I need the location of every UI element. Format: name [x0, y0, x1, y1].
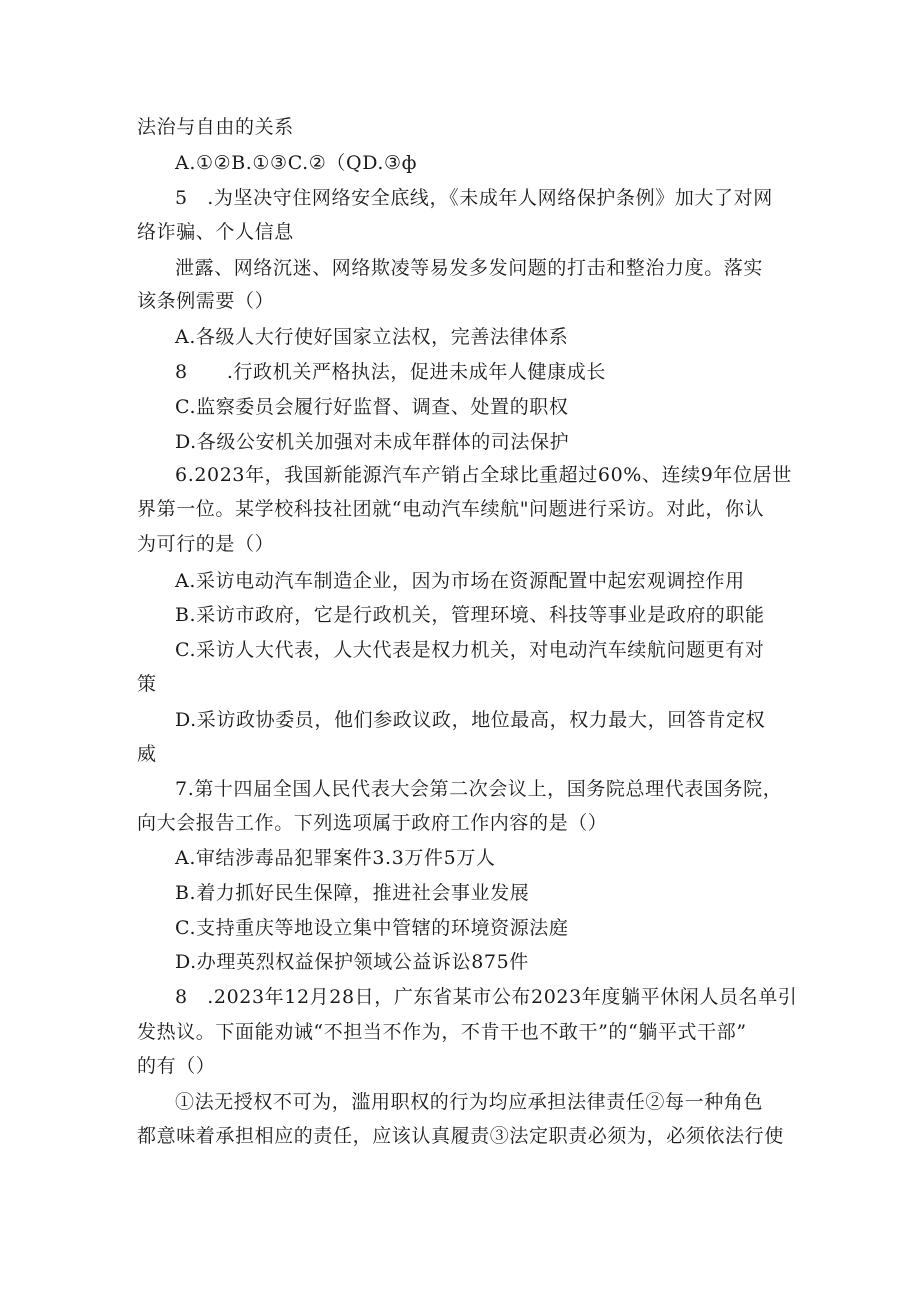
q7-option-c: C.支持重庆等地设立集中管辖的环境资源法庭: [175, 917, 569, 939]
q5-stem-line-2: 络诈骗、个人信息: [137, 221, 294, 243]
q5-option-a: A.各级人大行使好国家立法权，完善法律体系: [175, 326, 569, 348]
q6-stem-line-1: 6.2023年，我国新能源汽车产销占全球比重超过60%、连续9年位居世: [175, 464, 792, 486]
q6-option-c-line-2: 策: [137, 673, 157, 695]
q8-stem-line-2: 发热议。下面能劝诫“不担当不作为，不肯干也不敢干”的“躺平式干部”: [137, 1021, 747, 1043]
q7-option-a: A.审结涉毒品犯罪案件3.3万件5万人: [175, 847, 496, 869]
q5-stem-line-4: 该条例需要（）: [137, 290, 275, 312]
text-line-fragment-top: 法治与自由的关系: [137, 116, 294, 138]
q8-statements-line-2: 都意味着承担相应的责任，应该认真履责③法定职责必须为，必须依法行使: [137, 1125, 784, 1147]
q7-stem-line-1: 7.第十四届全国人民代表大会第二次会议上，国务院总理代表国务院，: [175, 778, 783, 800]
q6-option-d-line-2: 威: [137, 743, 157, 765]
q8-stem-line-1: 8 .2023年12月28日，广东省某市公布2023年度躺平休闲人员名单引: [175, 986, 798, 1008]
q6-stem-line-3: 为可行的是（）: [137, 533, 275, 555]
q8-statements-line-1: ①法无授权不可为，滥用职权的行为均应承担法律责任②每一种角色: [175, 1091, 764, 1113]
q5-option-b: 8 .行政机关严格执法，促进未成年人健康成长: [175, 361, 606, 383]
q5-stem-line-3: 泄露、网络沉迷、网络欺凌等易发多发问题的打击和整治力度。落实: [175, 257, 764, 279]
q6-option-b: B.采访市政府，它是行政机关，管理环境、科技等事业是政府的职能: [175, 604, 765, 626]
q8-stem-line-3: 的有（）: [137, 1055, 216, 1077]
q7-option-d: D.办理英烈权益保护领域公益诉讼875件: [175, 951, 529, 973]
q6-option-d-line-1: D.采访政协委员，他们参政议政，地位最高，权力最大，回答肯定权: [175, 709, 766, 731]
q4-options: A.①②B.①③C.②（QD.③ф: [175, 152, 418, 174]
q7-option-b: B.着力抓好民生保障，推进社会事业发展: [175, 882, 530, 904]
q5-stem-line-1: 5 .为坚决守住网络安全底线，《未成年人网络保护条例》加大了对网: [175, 187, 773, 209]
q5-option-d: D.各级公安机关加强对未成年群体的司法保护: [175, 431, 570, 453]
q5-option-c: C.监察委员会履行好监督、调查、处置的职权: [175, 396, 569, 418]
q7-stem-line-2: 向大会报告工作。下列选项属于政府工作内容的是（）: [137, 812, 608, 834]
q6-option-a: A.采访电动汽车制造企业，因为市场在资源配置中起宏观调控作用: [175, 570, 745, 592]
q6-stem-line-2: 界第一位。某学校科技社团就“电动汽车续航"问题进行采访。对此，你认: [137, 498, 765, 520]
q6-option-c-line-1: C.采访人大代表，人大代表是权力机关，对电动汽车续航问题更有对: [175, 639, 765, 661]
